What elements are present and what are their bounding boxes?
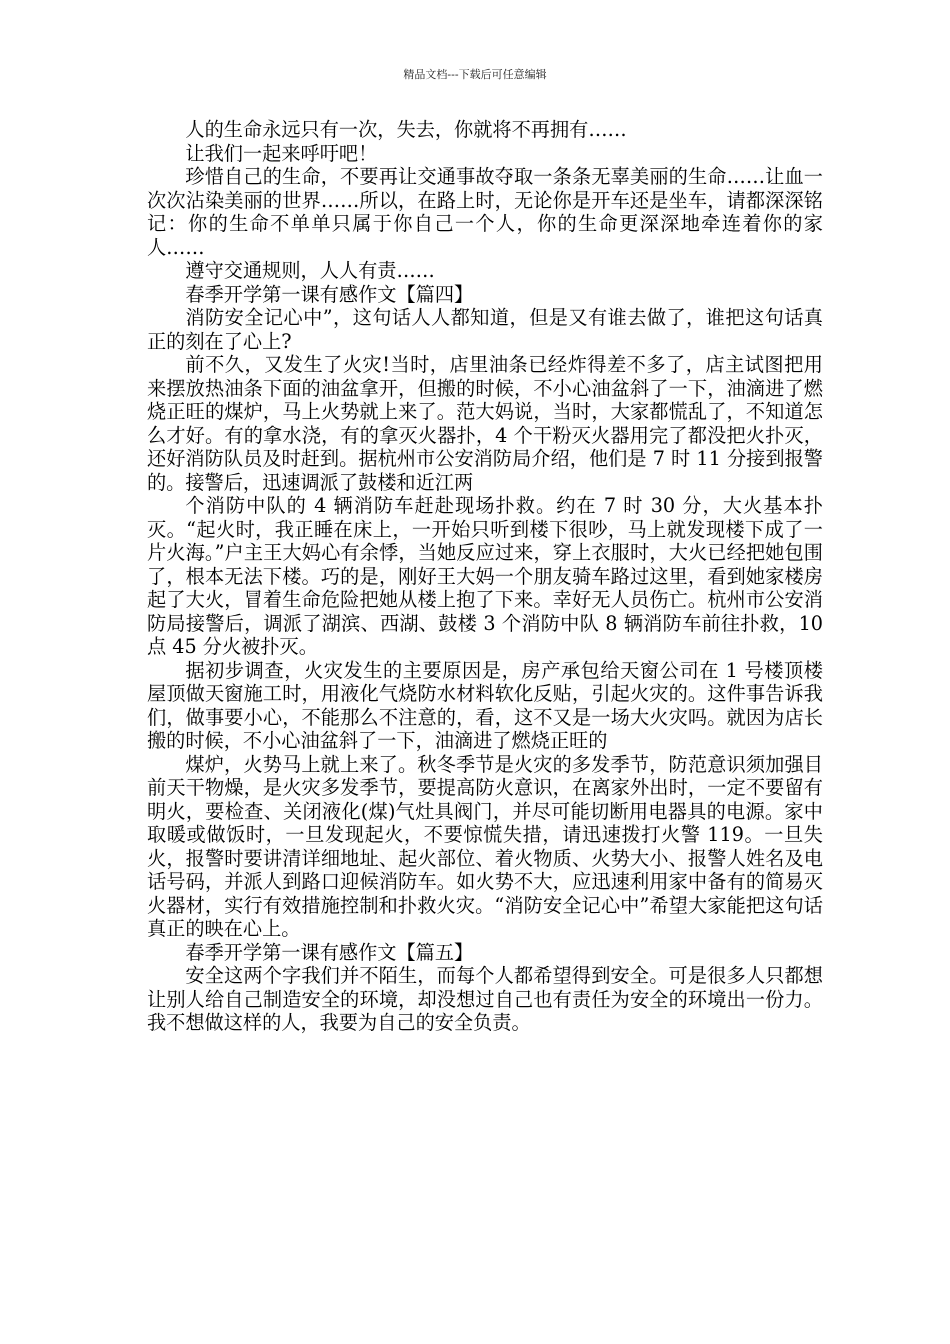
paragraph: 让我们一起来呼吁吧！: [185, 141, 378, 165]
paragraph: 珍惜自己的生命，不要再让交通事故夺取一条条无辜美丽的生命……让血一次次沾染美丽的世界……所以，在路上时，无论你是开车还是坐车，请都深深铭记：你的生命不单单只属于你自己一个人，你的生命更深深地牵连着你的家人……: [147, 165, 823, 259]
paragraph: 煤炉，火势马上就上来了。秋冬季节是火灾的多发季节，防范意识须加强目前天干物燥，是火灾多发季节，要提高防火意识，在离家外出时，一定不要留有明火，要检查、关闭液化(煤)气灶具阀门，并尽可能切断用电器具的电源。家中取暖或做饭时，一旦发现起火，不要惊慌失措，请迅速拨打火警 119。一旦失火，报警时要讲清详细地址、起火部位、着火物质、火势大小、报警人姓名及电话号码，并派人到路口迎候消防车。如火势不大，应迅速利用家中备有的简易灭火器材，实行有效措施控制和扑救火灾。“消防安全记心中”希望大家能把这句话真正的映在心上。: [147, 752, 823, 940]
paragraph: 前不久，又发生了火灾!当时，店里油条已经炸得差不多了，店主试图把用来摆放热油条下面的油盆拿开，但搬的时候，不小心油盆斜了一下，油滴进了燃烧正旺的煤炉，马上火势就上来了。范大妈说，当时，大家都慌乱了，不知道怎么才好。有的拿水浇，有的拿灭火器扑，4 个干粉灭火器用完了都没把火扑灭，还好消防队员及时赶到。据杭州市公安消防局介绍，他们是 7 时 11 分接到报警的。接警后，迅速调派了鼓楼和近江两: [147, 353, 823, 494]
paragraph: 据初步调查，火灾发生的主要原因是，房产承包给天窗公司在 1 号楼顶楼屋顶做天窗施工时，用液化气烧防水材料软化反贴，引起火灾的。这件事告诉我们，做事要小心，不能那么不注意的，看，这不又是一场大火灾吗。就因为店长搬的时候，不小心油盆斜了一下，油滴进了燃烧正旺的: [147, 658, 823, 752]
document-body: [147, 118, 823, 1035]
paragraph: 消防安全记心中”，这句话人人都知道，但是又有谁去做了，谁把这句话真正的刻在了心上?: [147, 306, 823, 353]
paragraph: 个消防中队的 4 辆消防车赶赴现场扑救。约在 7 时 30 分，大火基本扑灭。“起火时，我正睡在床上，一开始只听到楼下很吵，马上就发现楼下成了一片火海。”户主王大妈心有余悸，当她反应过来，穿上衣服时，大火已经把她包围了，根本无法下楼。巧的是，刚好王大妈一个朋友骑车路过这里，看到她家楼房起了大火，冒着生命危险把她从楼上抱了下来。幸好无人员伤亡。杭州市公安消防局接警后，调派了湖滨、西湖、鼓楼 3 个消防中队 8 辆消防车前往扑救，10 点 45 分火被扑灭。: [147, 494, 823, 658]
paragraph: 安全这两个字我们并不陌生，而每个人都希望得到安全。可是很多人只都想让别人给自己制造安全的环境，却没想过自己也有责任为安全的环境出一份力。我不想做这样的人，我要为自己的安全负责。: [147, 964, 823, 1034]
section-heading: 春季开学第一课有感作文【篇五】: [185, 940, 474, 964]
page-header: 精品文档---下载后可任意编辑: [403, 68, 547, 81]
paragraph: 遵守交通规则，人人有责……: [185, 259, 435, 282]
paragraph: 人的生命永远只有一次，失去，你就将不再拥有……: [185, 118, 627, 141]
section-heading: 春季开学第一课有感作文【篇四】: [185, 282, 474, 306]
